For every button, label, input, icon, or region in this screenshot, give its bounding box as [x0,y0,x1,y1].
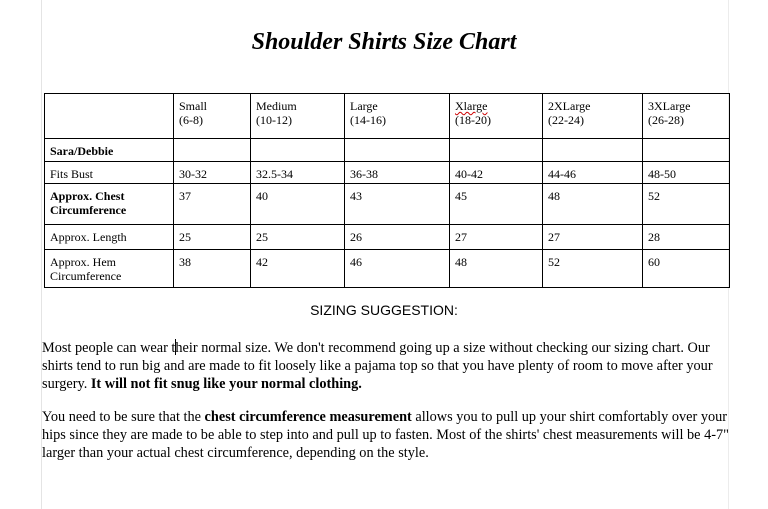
table-cell: 44-46 [543,162,643,184]
header-cell-medium: Medium (10-12) [251,94,345,139]
header-cell-3xlarge: 3XLarge (26-28) [643,94,730,139]
empty-cell [643,139,730,162]
empty-cell [251,139,345,162]
row-label: Approx. Chest Circumference [45,184,174,225]
table-cell: 48 [543,184,643,225]
sizing-paragraph-1[interactable]: Most people can wear their normal size. We don't recommend going up a size without checking our sizing chart. Our shirts tend to run big and are made to fit loosely like a pajama top so that you have plenty of room to move after your surgery. It will not fit snug like your normal clothing. [42,340,713,392]
row-label: Approx. Length [45,225,174,250]
section-label-cell: Sara/Debbie [45,139,174,162]
row-label: Fits Bust [45,162,174,184]
table-cell: 45 [450,184,543,225]
table-cell: 52 [643,184,730,225]
header-cell-large: Large (14-16) [345,94,450,139]
header-cell-xlarge: Xlarge (18-20) [450,94,543,139]
table-cell: 32.5-34 [251,162,345,184]
table-cell: 25 [174,225,251,250]
table-cell: 26 [345,225,450,250]
table-cell: 38 [174,250,251,288]
header-cell-2xlarge: 2XLarge (22-24) [543,94,643,139]
table-corner-cell [45,94,174,139]
table-row-hem-circumference [45,250,730,288]
row-label: Approx. Hem Circumference [45,250,174,288]
table-cell: 36-38 [345,162,450,184]
document-title: Shoulder Shirts Size Chart [251,29,517,55]
table-cell: 30-32 [174,162,251,184]
table-cell: 40 [251,184,345,225]
empty-cell [345,139,450,162]
table-cell: 37 [174,184,251,225]
table-cell: 42 [251,250,345,288]
header-cell-small: Small (6-8) [174,94,251,139]
table-cell: 40-42 [450,162,543,184]
sizing-suggestion-heading: SIZING SUGGESTION: [310,302,458,318]
table-cell: 25 [251,225,345,250]
table-cell: 48 [450,250,543,288]
table-cell: 27 [450,225,543,250]
size-chart-table [44,93,730,288]
empty-cell [450,139,543,162]
table-header-row [45,94,730,139]
table-row-chest-circumference [45,184,730,225]
table-cell: 27 [543,225,643,250]
empty-cell [174,139,251,162]
table-cell: 48-50 [643,162,730,184]
table-row-fits-bust [45,162,730,184]
table-cell: 46 [345,250,450,288]
table-row-length [45,225,730,250]
table-section-row [45,139,730,162]
sizing-paragraph-2[interactable]: You need to be sure that the chest circumference measurement allows you to pull up your shirt comfortably over your hips since they are made to be able to step into and pull up to fasten. Most of the shirts' chest measurements will be 4-7" larger than your actual chest circumference, depending on the style. [42,409,729,461]
table-cell: 43 [345,184,450,225]
empty-cell [543,139,643,162]
table-cell: 28 [643,225,730,250]
table-cell: 52 [543,250,643,288]
table-cell: 60 [643,250,730,288]
